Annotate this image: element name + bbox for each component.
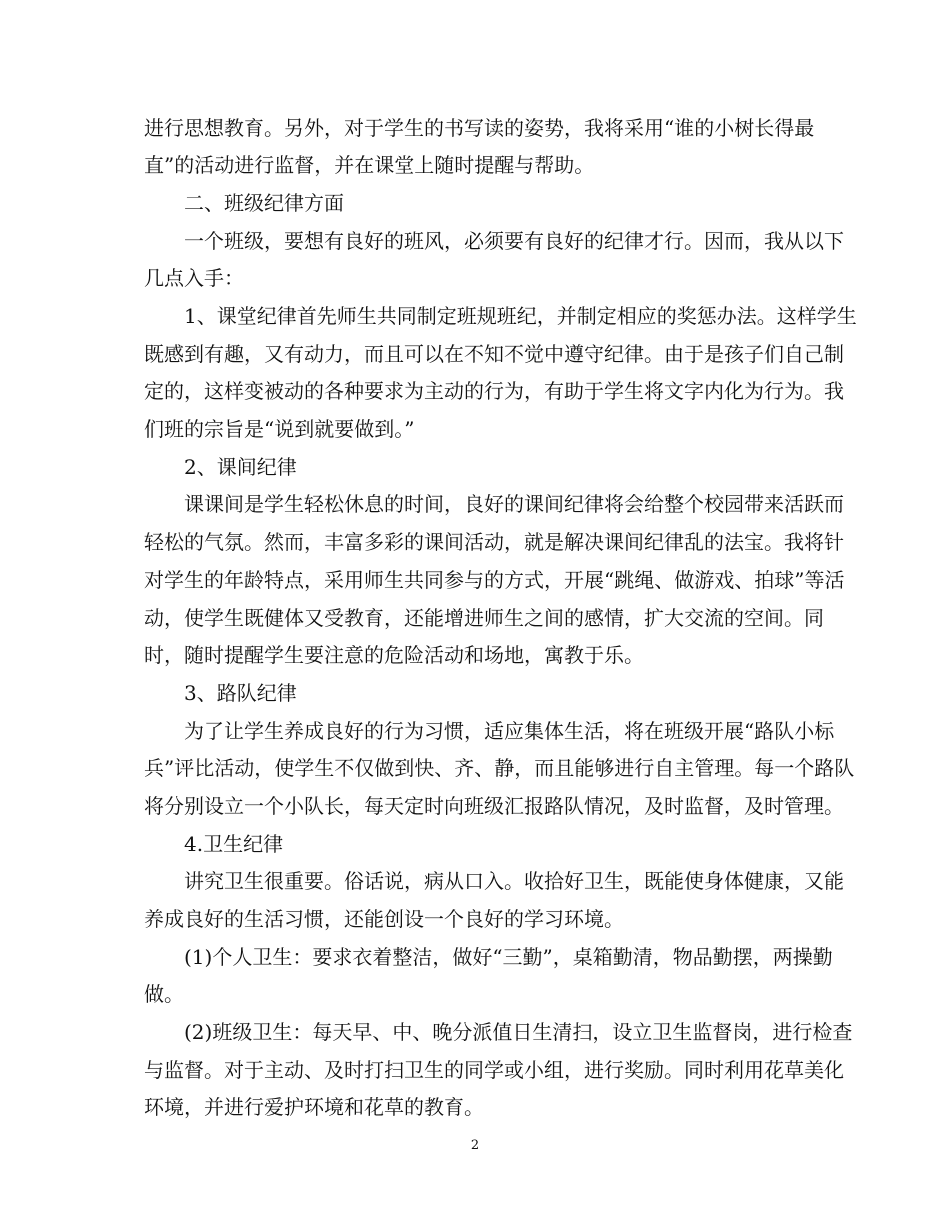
subsection-heading: 4.卫生纪律 [184, 832, 284, 856]
text-line: 定的，这样变被动的各种要求为主动的行为，有助于学生将文字内化为行为。我 [144, 379, 844, 403]
text-line: 环境，并进行爱护环境和花草的教育。 [144, 1095, 484, 1119]
text-line: 对学生的年龄特点，采用师生共同参与的方式，开展“跳绳、做游戏、拍球”等活 [144, 568, 845, 592]
text-line: 们班的宗旨是“说到就要做到。” [144, 417, 415, 441]
text-line: 兵”评比活动，使学生不仅做到快、齐、静，而且能够进行自主管理。每一个路队 [144, 756, 855, 780]
text-line: 时，随时提醒学生要注意的危险活动和场地，寓教于乐。 [144, 643, 644, 667]
text-line: 课课间是学生轻松休息的时间，良好的课间纪律将会给整个校园带来活跃而 [184, 492, 844, 516]
section-heading: 二、班级纪律方面 [184, 191, 344, 215]
subsection-heading: 2、课间纪律 [184, 455, 297, 479]
text-line: 一个班级，要想有良好的班风，必须要有良好的纪律才行。因而，我从以下 [184, 229, 844, 253]
text-line: 几点入手： [144, 266, 244, 290]
page-number: 2 [470, 1138, 480, 1153]
text-line: 养成良好的生活习惯，还能创设一个良好的学习环境。 [144, 907, 624, 931]
text-line: 讲究卫生很重要。俗话说，病从口入。收拾好卫生，既能使身体健康，又能 [184, 869, 844, 893]
text-line: 进行思想教育。另外，对于学生的书写读的姿势，我将采用“谁的小树长得最 [144, 116, 815, 140]
subsection-heading: 3、路队纪律 [184, 681, 297, 705]
text-line: 与监督。对于主动、及时打扫卫生的同学或小组，进行奖励。同时利用花草美化 [144, 1058, 844, 1082]
text-line: (1)个人卫生：要求衣着整洁，做好“三勤”，桌箱勤清，物品勤摆，两操勤 [184, 945, 833, 969]
text-line: 动，使学生既健体又受教育，还能增进师生之间的感情，扩大交流的空间。同 [144, 606, 824, 630]
text-line: 做。 [144, 982, 184, 1006]
text-line: 既感到有趣，又有动力，而且可以在不知不觉中遵守纪律。由于是孩子们自己制 [144, 342, 844, 366]
text-line: 将分别设立一个小队长，每天定时向班级汇报路队情况，及时监督，及时管理。 [144, 794, 844, 818]
text-line: 为了让学生养成良好的行为习惯，适应集体生活，将在班级开展“路队小标 [184, 719, 835, 743]
text-line: (2)班级卫生：每天早、中、晚分派值日生清扫，设立卫生监督岗，进行检查 [184, 1020, 853, 1044]
text-line: 轻松的气氛。然而，丰富多彩的课间活动，就是解决课间纪律乱的法宝。我将针 [144, 530, 844, 554]
text-line: 直”的活动进行监督，并在课堂上随时提醒与帮助。 [144, 153, 595, 177]
text-line: 1、课堂纪律首先师生共同制定班规班纪，并制定相应的奖惩办法。这样学生 [184, 304, 857, 328]
